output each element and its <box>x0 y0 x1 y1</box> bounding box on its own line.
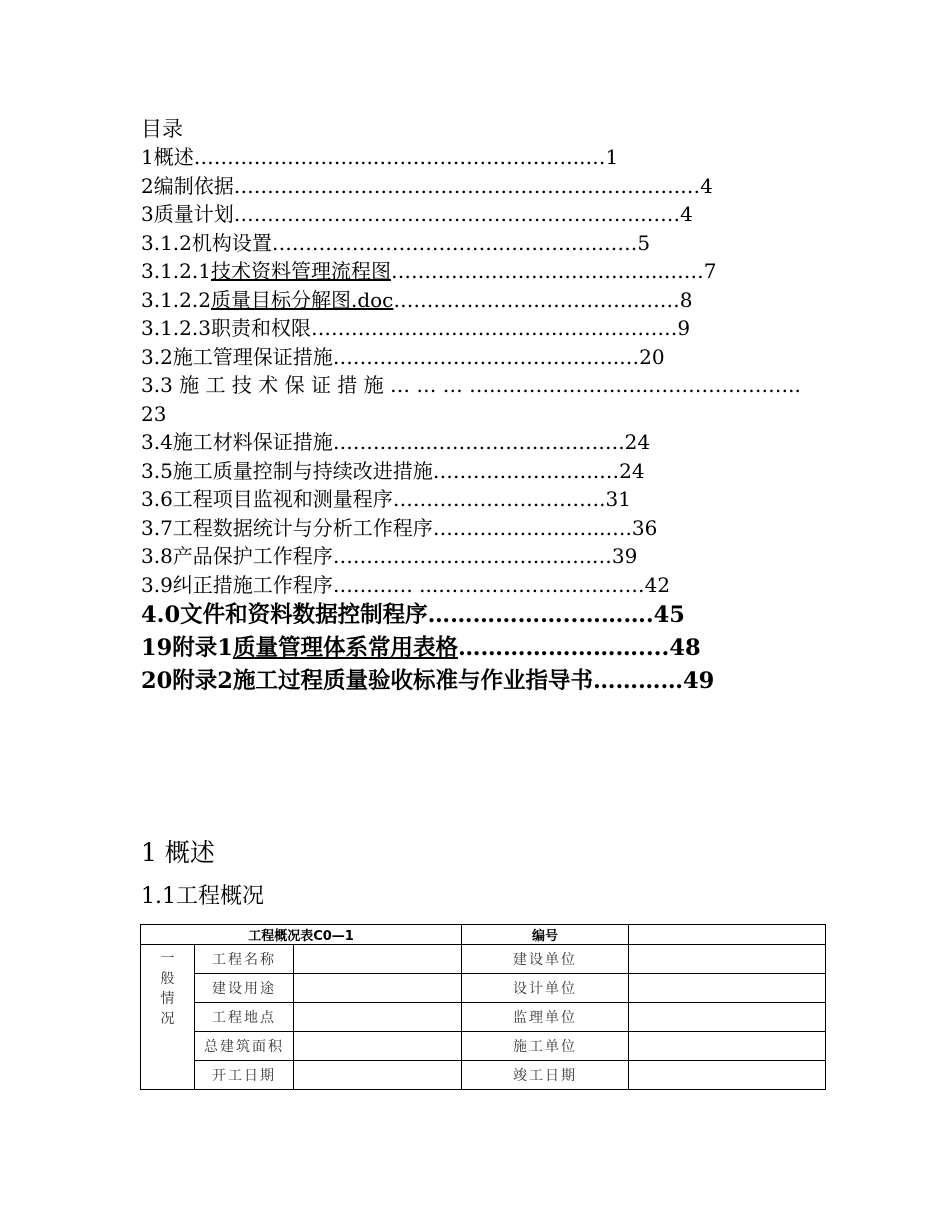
project-overview-table <box>140 924 826 1090</box>
toc-entry-link[interactable]: 质量管理体系常用表格 <box>232 635 458 661</box>
field-value <box>629 1061 826 1090</box>
field-label: 工程名称 <box>195 945 294 974</box>
toc-entry[interactable] <box>141 143 813 172</box>
field-label: 竣工日期 <box>462 1061 629 1090</box>
toc-entry[interactable] <box>141 229 813 258</box>
group-label: 一 般 情 况 <box>141 945 195 1090</box>
toc-entry-page: 42 <box>644 572 671 597</box>
field-value <box>294 974 462 1003</box>
toc-entry-label: 3.5施工质量控制与持续改进措施 <box>141 458 433 483</box>
table-row <box>141 974 826 1003</box>
toc-entry[interactable] <box>141 343 813 372</box>
toc-entry-leader: ……………………..…. <box>432 515 632 540</box>
toc-entry-page: 39 <box>611 544 638 568</box>
toc-entry-label: 3.8产品保护工作程序 <box>141 544 333 568</box>
toc-entry-label: 3.2施工管理保证措施 <box>141 344 333 369</box>
toc-entry-leader: ……………………...…………………………..… <box>193 145 606 169</box>
toc-entry-leader: …………………….... <box>457 635 670 661</box>
toc-entry-label: 4.0文件和资料数据控制程序 <box>141 602 428 628</box>
toc-entry-leader: ………………….………. <box>392 487 606 511</box>
toc-title: 目录 <box>141 117 183 141</box>
table-row <box>141 1061 826 1090</box>
toc-entry-label: 3.7工程数据统计与分析工作程序 <box>141 515 433 540</box>
toc-entry[interactable] <box>141 286 813 315</box>
field-value <box>629 1032 826 1061</box>
table-caption: 工程概况表C0—1 <box>141 925 462 945</box>
toc-entry-leader: ………… <box>592 668 683 694</box>
toc-entry-label: 3.1.2.3职责和权限 <box>141 316 311 340</box>
field-value <box>294 945 462 974</box>
field-value <box>629 1003 826 1032</box>
toc-entry-leader: …………………………………….… <box>332 344 640 369</box>
toc-entry[interactable] <box>141 485 813 514</box>
toc-entry[interactable] <box>141 200 813 229</box>
toc-entry-label: 19附录1 <box>141 635 233 661</box>
table-header-row <box>141 925 826 945</box>
toc-entry-leader: … … … ….……………….….………………….. <box>383 373 801 397</box>
toc-entry-leader: …………………………..…….… <box>332 544 612 568</box>
toc-entry-leader: …………………….… <box>432 458 620 483</box>
toc-entry-link[interactable]: 质量目标分解图.doc <box>210 287 394 312</box>
toc-list <box>141 143 813 698</box>
toc-entry-link[interactable]: 技术资料管理流程图 <box>210 259 391 283</box>
toc-entry-leader: ……………………………….……………… <box>310 316 678 340</box>
toc-entry-leader: ………………….………………… <box>393 287 680 312</box>
toc-entry[interactable] <box>141 514 813 543</box>
toc-entry-page: 1 <box>605 145 619 169</box>
toc-entry-page: 24 <box>624 430 651 454</box>
toc-entry-leader: …………...…………….…………. <box>332 430 625 454</box>
toc-entry-label: 1概述 <box>141 145 194 169</box>
toc-entry-page: 4 <box>680 202 693 226</box>
number-label: 编号 <box>462 925 629 945</box>
toc-entry-page: 5 <box>637 230 651 255</box>
toc-entry-leader: …………………………………..…… <box>390 259 704 283</box>
toc-entry-label: 3.1.2.2 <box>141 287 211 312</box>
toc-entry-label: 3.6工程项目监视和测量程序 <box>141 487 393 511</box>
toc-entry-label: 3.9纠正措施工作程序 <box>141 572 333 597</box>
toc-entry[interactable] <box>141 428 813 457</box>
field-value <box>294 1032 462 1061</box>
toc-entry-page: 7 <box>703 259 717 283</box>
toc-entry[interactable] <box>141 371 813 428</box>
toc-entry[interactable] <box>141 632 813 665</box>
toc-entry[interactable] <box>141 172 813 201</box>
field-label: 施工单位 <box>462 1032 629 1061</box>
table-row <box>141 945 826 974</box>
number-value <box>629 925 826 945</box>
toc-entry-page: 36 <box>631 515 658 540</box>
toc-entry-page: 24 <box>619 458 645 483</box>
toc-entry-label: 2编制依据 <box>141 173 234 198</box>
field-value <box>629 974 826 1003</box>
toc-entry[interactable] <box>141 542 813 571</box>
toc-entry[interactable] <box>141 599 813 632</box>
toc-entry-leader: ………………………………………………………….… <box>233 173 701 198</box>
field-label: 监理单位 <box>462 1003 629 1032</box>
toc-entry[interactable] <box>141 665 813 698</box>
field-label: 设计单位 <box>462 974 629 1003</box>
toc-entry-page: 49 <box>682 668 715 694</box>
field-label: 建设用途 <box>195 974 294 1003</box>
toc-entry-label: 3.3 施 工 技 术 保 证 措 施 <box>141 373 384 397</box>
toc-entry-page: 45 <box>653 602 685 628</box>
toc-entry-label: 3质量计划 <box>141 202 234 226</box>
toc-entry-leader: ………………..………. <box>427 602 654 628</box>
subsection-title: 1.1工程概况 <box>141 884 264 909</box>
toc-entry[interactable] <box>141 314 813 343</box>
toc-entry-page: 31 <box>605 487 631 511</box>
field-label: 总建筑面积 <box>195 1032 294 1061</box>
field-label: 工程地点 <box>195 1003 294 1032</box>
toc-entry-leader: …………………………………………………….…… <box>233 202 681 226</box>
table-row <box>141 1003 826 1032</box>
table-row <box>141 1032 826 1061</box>
table-of-contents <box>141 115 813 698</box>
toc-entry-page: 9 <box>677 316 691 340</box>
toc-entry-page: 4 <box>700 173 713 198</box>
field-value <box>294 1061 462 1090</box>
toc-entry-label: 3.1.2.1 <box>141 259 211 283</box>
toc-entry-label: 3.1.2机构设置 <box>141 230 272 255</box>
toc-entry[interactable] <box>141 457 813 486</box>
field-value <box>629 945 826 974</box>
section-title: 1 概述 <box>141 838 215 867</box>
toc-entry-page: 23 <box>141 401 167 426</box>
toc-entry-page: 48 <box>669 635 701 661</box>
toc-entry-page: 8 <box>679 287 693 312</box>
toc-entry-label: 20附录2施工过程质量验收标准与作业指导书 <box>141 668 593 694</box>
field-value <box>294 1003 462 1032</box>
toc-entry-label: 3.4施工材料保证措施 <box>141 430 333 454</box>
toc-entry[interactable] <box>141 257 813 286</box>
field-label: 开工日期 <box>195 1061 294 1090</box>
toc-entry[interactable] <box>141 571 813 600</box>
toc-entry-page: 20 <box>639 344 665 369</box>
field-label: 建设单位 <box>462 945 629 974</box>
toc-entry-leader: ………… ...……………….………… <box>332 572 645 597</box>
toc-entry-leader: ……………………………..……….….…… <box>271 230 638 255</box>
